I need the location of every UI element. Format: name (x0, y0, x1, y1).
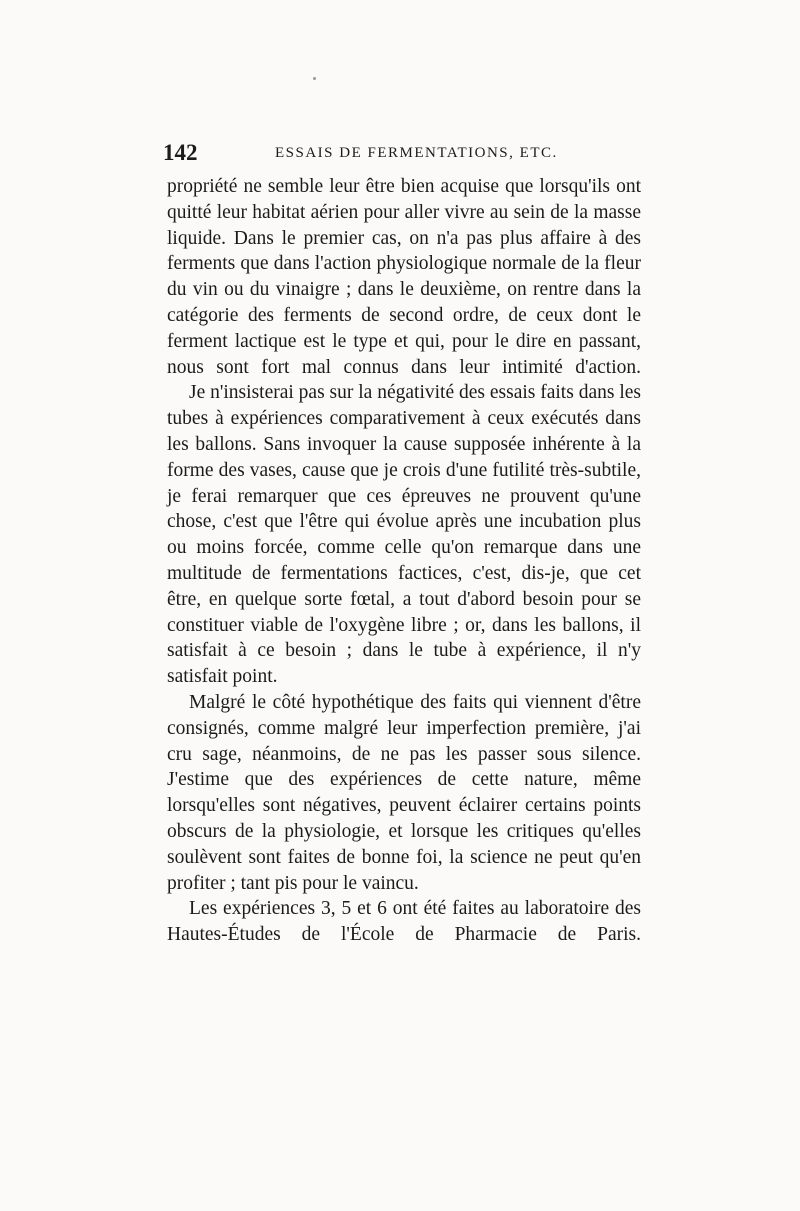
paper-speck (313, 77, 316, 80)
paragraph-3: Malgré le côté hypothétique des faits qui viennent d'être consignés, comme malgré leur imperfection première, j'ai cru sage, néanmoins, de ne pas les passer sous silence. J'estime que des expériences de cette nature, même lorsqu'elles sont négatives, peuvent éclairer certains points obscurs de la physiologie, et lorsque les critiques qu'elles soulèvent sont faites de bonne foi, la science ne peut qu'en profiter ; tant pis pour le vaincu. (167, 691, 641, 894)
paragraph-2: Je n'insisterai pas sur la négativité des essais faits dans les tubes à expériences comparativement à ceux exécutés dans les ballons. Sans invoquer la cause supposée inhérente à la forme des vases, cause que je crois d'une futilité très-subtile, je ferai remarquer que ces épreuves ne prouvent qu'une chose, c'est que l'être qui évolue après une incubation plus ou moins forcée, comme celle qu'on remarque dans une multitude de fermentations factices, c'est, dis-je, que cet être, en quelque sorte fœtal, a tout d'abord besoin pour se constituer viable de l'oxygène libre ; or, dans les ballons, il satisfait à ce besoin ; dans le tube à expérience, il n'y satisfait point. (167, 382, 641, 688)
running-title: ESSAIS DE FERMENTATIONS, ETC. (275, 145, 558, 161)
paragraph-4: Les expériences 3, 5 et 6 ont été faites au laboratoire des Hautes-Études de l'École de Pharmacie de Paris. (167, 898, 641, 946)
body-text (167, 174, 641, 948)
page-number: 142 (163, 140, 198, 165)
page-header (163, 140, 641, 166)
paragraph-1: propriété ne semble leur être bien acquise que lorsqu'ils ont quitté leur habitat aérien pour aller vivre au sein de la masse liquide. Dans le premier cas, on n'a pas plus affaire à des ferments que dans l'action physiologique normale de la fleur du vin ou du vinaigre ; dans le deuxième, on rentre dans la catégorie des ferments de second ordre, de ceux dont le ferment lactique est le type et qui, pour le dire en passant, nous sont fort mal connus dans leur intimité d'action. (167, 176, 641, 378)
